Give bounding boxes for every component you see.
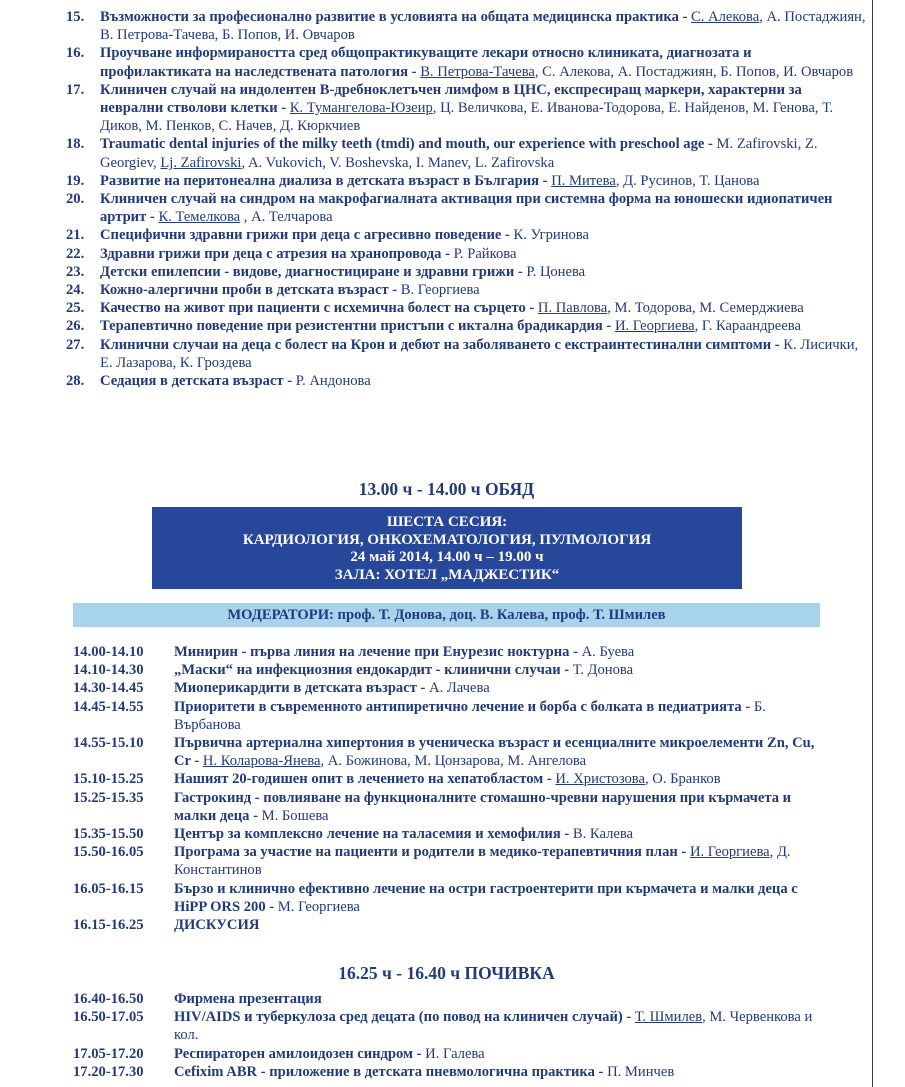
entry-title: Кожно-алергични проби в детската възраст -	[100, 282, 398, 299]
item-text	[100, 172, 866, 190]
entry-title: Програма за участие на пациенти и родители в медико-терапевтичния план -	[174, 844, 687, 861]
schedule-row	[73, 643, 833, 661]
entry-title: Cefixim ABR - приложение в детската пневмологична практика -	[174, 1063, 604, 1080]
entry-authors: , С. Алекова, А. Постаджиян, Б. Попов, И. Овчаров	[534, 63, 854, 80]
schedule-row	[73, 916, 833, 934]
entry-title: Фирмена презентация	[174, 991, 322, 1007]
schedule-block-b	[73, 990, 833, 1081]
entry-title: Бързо и клинично ефективно лечение на остри гастроентерити при кърмачета и малки деца с HiPP ORS 200 -	[174, 880, 798, 915]
presenting-author: Lj. Zafirovski	[160, 154, 242, 171]
item-number: 21.	[66, 227, 85, 244]
presenting-author: И. Георгиева	[689, 844, 770, 861]
entry-authors: К. Угринова	[513, 227, 590, 244]
schedule-row	[73, 734, 833, 770]
entry-title: Детски епилепсии - видове, диагностициране и здравни грижи -	[100, 263, 523, 280]
item-text	[100, 8, 866, 44]
schedule-row	[73, 1045, 833, 1063]
entry-title: Клинични случаи на деца с болест на Крон и дебют на заболяването с екстраинтестинални симптоми -	[100, 336, 780, 353]
entry-title: Миоперикардити в детската възраст -	[174, 680, 426, 697]
presenting-author: Н. Коларова-Янева	[202, 753, 321, 770]
presenting-author: К. Темелкова	[158, 209, 241, 226]
entry-authors: Б. Върбанова	[174, 698, 766, 733]
entry-title: Приоритети в съвременното антипиретично лечение и борба с болката в педиатрията -	[174, 698, 751, 715]
entry-authors: М. Георгиева	[277, 898, 360, 915]
schedule-row	[73, 661, 833, 679]
entry-authors: M. Zafirovski, Z. Georgiev,	[100, 136, 818, 171]
presenting-author: В. Петрова-Тачева	[420, 63, 535, 80]
entry-authors: , А. Божинова, М. Цонзарова, М. Ангелова	[320, 753, 587, 770]
entry-title: Нашият 20-годишен опит в лечението на хепатобластом -	[174, 771, 552, 788]
presenting-author: П. Митева	[551, 172, 616, 189]
entry-title: Възможности за професионално развитие в условията на общата медицинска практика -	[100, 9, 688, 25]
entry-authors: , Д. Константинов	[174, 844, 791, 879]
schedule-time: 16.40-16.50	[73, 991, 144, 1007]
schedule-row	[73, 679, 833, 697]
presenting-author: К. Тумангелова-Юзеир	[289, 100, 433, 117]
schedule-text	[174, 661, 833, 679]
item-text	[100, 336, 866, 372]
schedule-time: 14.55-15.10	[73, 735, 144, 752]
entry-authors: Р. Андонова	[295, 373, 371, 390]
entry-authors: А. Буева	[581, 644, 635, 660]
list-item	[66, 263, 866, 281]
schedule-time: 17.05-17.20	[73, 1045, 144, 1062]
entry-title: HIV/AIDS и туберкулоза сред децата (по повод на клиничен случай) -	[174, 1009, 632, 1026]
presenting-author: И. Христозова	[555, 771, 645, 788]
entry-title: Терапевтично поведение при резистентни пристъпи с иктална брадикардия -	[100, 318, 612, 335]
schedule-row	[73, 843, 833, 879]
moderators-bar: МОДЕРАТОРИ: проф. Т. Донова, доц. В. Калева, проф. Т. Шмилев	[73, 603, 820, 627]
list-item	[66, 336, 866, 372]
session-topics: КАРДИОЛОГИЯ, ОНКОХЕМАТОЛОГИЯ, ПУЛМОЛОГИЯ	[242, 531, 652, 548]
list-item	[66, 372, 866, 390]
entry-title: Първична артериална хипертония в ученическа възраст и есенциалните микроелементи Zn, Cu, Cr -	[174, 735, 815, 770]
schedule-block-a	[73, 643, 833, 934]
item-text	[100, 263, 866, 281]
schedule-text	[174, 825, 833, 843]
entry-authors: , А. Телчарова	[240, 209, 333, 226]
session-hall: ЗАЛА: ХОТЕЛ „МАДЖЕСТИК“	[334, 566, 560, 583]
presenting-author: Т. Шмилев	[634, 1009, 703, 1026]
entry-title: Гастрокинд - повлияване на функционалните стомашно-чревни нарушения при кърмачета и малки деца -	[174, 789, 792, 824]
entry-title: Качество на живот при пациенти с исхемична болест на сърцето -	[100, 300, 535, 317]
list-item	[66, 190, 866, 226]
schedule-time: 15.50-16.05	[73, 844, 144, 861]
entry-authors: , Г. Караандреева	[694, 318, 801, 335]
item-number: 18.	[66, 136, 85, 153]
entry-authors: , А. Постаджиян, В. Петрова-Тачева, Б. Попов, И. Овчаров	[100, 9, 866, 44]
item-number: 19.	[66, 172, 85, 189]
schedule-time: 17.20-17.30	[73, 1063, 144, 1080]
list-item	[66, 8, 866, 44]
entry-authors: Т. Донова	[572, 662, 634, 679]
item-text	[100, 81, 866, 136]
session-banner	[152, 507, 742, 589]
list-item	[66, 81, 866, 136]
session-number: ШЕСТА СЕСИЯ:	[386, 514, 508, 530]
entry-authors: А. Лачева	[429, 680, 490, 697]
schedule-time: 16.50-17.05	[73, 1009, 144, 1026]
list-item	[66, 299, 866, 317]
schedule-time: 15.25-15.35	[73, 789, 144, 806]
item-number: 20.	[66, 191, 85, 208]
item-text	[100, 372, 866, 390]
schedule-row	[73, 698, 833, 734]
entry-authors: , A. Vukovich, V. Boshevska, I. Manev, L. Zafirovska	[241, 154, 555, 171]
item-number: 24.	[66, 282, 85, 299]
schedule-row	[73, 825, 833, 843]
item-number: 28.	[66, 373, 85, 390]
pause-break-heading: 16.25 ч - 16.40 ч ПОЧИВКА	[338, 963, 555, 983]
schedule-text	[174, 698, 833, 734]
item-number: 23.	[66, 263, 85, 280]
list-item	[66, 245, 866, 263]
item-number: 25.	[66, 300, 85, 317]
schedule-time: 14.00-14.10	[73, 644, 144, 660]
page-border-line	[872, 0, 873, 1087]
schedule-row	[73, 880, 833, 916]
list-item	[66, 317, 866, 335]
list-item	[66, 135, 866, 171]
schedule-text	[174, 916, 833, 934]
schedule-row	[73, 770, 833, 788]
schedule-text	[174, 843, 833, 879]
entry-title: Седация в детската възраст -	[100, 373, 293, 390]
entry-authors: , М. Червенкова и кол.	[174, 1009, 813, 1044]
item-text	[100, 190, 866, 226]
entry-authors: В. Калева	[572, 826, 634, 843]
schedule-row	[73, 1008, 833, 1044]
schedule-text	[174, 880, 833, 916]
item-number: 15.	[66, 9, 85, 25]
schedule-text	[174, 1045, 833, 1063]
schedule-text	[174, 770, 833, 788]
item-number: 26.	[66, 318, 85, 335]
list-item	[66, 226, 866, 244]
entry-authors: К. Лисички, Е. Лазарова, К. Гроздева	[100, 336, 859, 371]
entry-authors: Р. Райкова	[453, 245, 517, 262]
schedule-time: 16.05-16.15	[73, 880, 144, 897]
entry-authors: П. Минчев	[607, 1063, 675, 1080]
item-number: 17.	[66, 81, 85, 98]
entry-title: Респираторен амилоидозен синдром -	[174, 1045, 422, 1062]
item-text	[100, 299, 866, 317]
item-text	[100, 281, 866, 299]
schedule-text	[174, 1063, 833, 1081]
item-text	[100, 245, 866, 263]
entry-authors: М. Бошева	[261, 807, 329, 824]
entry-title: „Маски“ на инфекциозния ендокардит - клинични случаи -	[174, 662, 570, 679]
entry-authors: , Ц. Величкова, Е. Иванова-Тодорова, Е. Найденов, М. Генова, Т. Диков, М. Пенков, С. Начев, Д. Кюркчиев	[100, 100, 834, 135]
entry-title: Здравни грижи при деца с атрезия на хранопровода -	[100, 245, 450, 262]
entry-title: Минирин - първа линия на лечение при Енурезис ноктурна -	[174, 644, 578, 660]
schedule-time: 15.35-15.50	[73, 826, 144, 843]
schedule-time: 16.15-16.25	[73, 917, 144, 934]
item-number: 22.	[66, 245, 85, 262]
entry-title: Център за комплексно лечение на таласемия и хемофилия -	[174, 826, 570, 843]
list-item	[66, 172, 866, 190]
entry-title: Traumatic dental injuries of the milky teeth (tmdi) and mouth, our experience with preschool age -	[100, 136, 713, 153]
list-item	[66, 44, 866, 80]
entry-authors: , М. Тодорова, М. Семерджиева	[607, 300, 804, 317]
schedule-row	[73, 1063, 833, 1081]
lecture-list	[66, 8, 866, 390]
entry-authors: В. Георгиева	[400, 282, 480, 299]
item-number: 27.	[66, 336, 85, 353]
schedule-text	[174, 734, 833, 770]
item-number: 16.	[66, 45, 85, 62]
schedule-row	[73, 789, 833, 825]
schedule-text	[174, 643, 833, 661]
entry-title: Специфични здравни грижи при деца с агресивно поведение -	[100, 227, 510, 244]
item-text	[100, 44, 866, 80]
schedule-text	[174, 789, 833, 825]
schedule-row	[73, 990, 833, 1008]
schedule-text	[174, 1008, 833, 1044]
entry-authors: , Д. Русинов, Т. Цанова	[615, 172, 760, 189]
entry-title: Развитие на перитонеална диализа в детската възраст в България -	[100, 172, 548, 189]
presenting-author: П. Павлова	[537, 300, 608, 317]
entry-title: Клиничен случай на индолентен В-дребноклетъчен лимфом в ЦНС, експресиращ маркери, характерни за неврални стволови клетки -	[100, 81, 802, 117]
schedule-time: 14.45-14.55	[73, 698, 144, 715]
item-text	[100, 135, 866, 171]
item-text	[100, 226, 866, 244]
list-item	[66, 281, 866, 299]
schedule-text	[174, 679, 833, 697]
entry-authors: И. Галева	[425, 1045, 485, 1062]
schedule-time: 14.10-14.30	[73, 662, 144, 679]
lunch-break-heading: 13.00 ч - 14.00 ч ОБЯД	[358, 479, 535, 499]
item-text	[100, 317, 866, 335]
schedule-time: 15.10-15.25	[73, 771, 144, 788]
session-date: 24 май 2014, 14.00 ч – 19.00 ч	[350, 549, 544, 565]
entry-title: Проучване информираността сред общопрактикуващите лекари относно клиниката, диагнозата и профилактиката на наследствената патология -	[100, 45, 752, 80]
entry-authors: Р. Цонева	[526, 263, 586, 280]
presenting-author: С. Алекова	[691, 9, 760, 25]
schedule-time: 14.30-14.45	[73, 680, 144, 697]
entry-title: Клиничен случай на синдром на макрофагиалната активация при системна форма на юношески идиопатичен артрит -	[100, 191, 833, 226]
entry-authors: , О. Бранков	[644, 771, 721, 788]
entry-title: ДИСКУСИЯ	[174, 917, 260, 934]
presenting-author: И. Георгиева	[614, 318, 695, 335]
schedule-text	[174, 990, 833, 1008]
